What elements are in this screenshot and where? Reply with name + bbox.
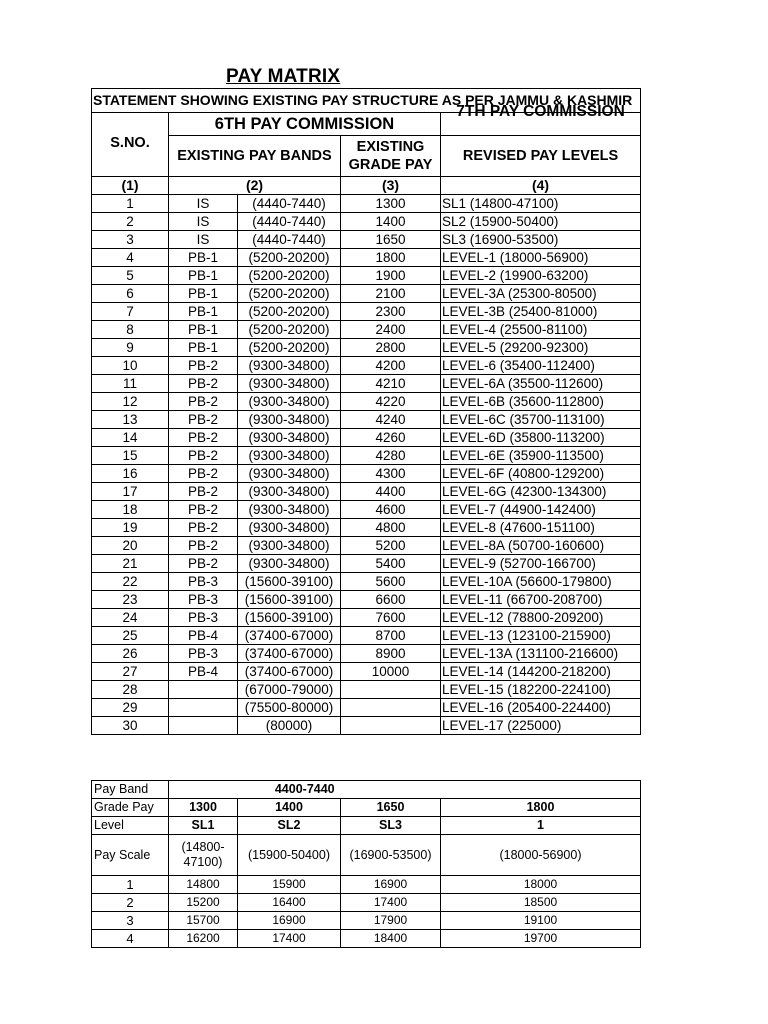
pay-range-cell: (9300-34800): [238, 465, 341, 483]
sno-cell: 28: [92, 681, 169, 699]
pay-matrix-table-wrap: [91, 780, 639, 953]
pay-scale-cell: (18000-56900): [441, 835, 641, 876]
sno-cell: 10: [92, 357, 169, 375]
table-row: [92, 555, 641, 573]
pay-band-cell: PB-1: [169, 249, 238, 267]
matrix-value-cell: 16400: [238, 894, 341, 912]
grade-pay-cell: 7600: [341, 609, 441, 627]
matrix-value-cell: 15900: [238, 876, 341, 894]
sno-cell: 25: [92, 627, 169, 645]
matrix-value-cell: 17400: [238, 930, 341, 948]
sno-cell: 16: [92, 465, 169, 483]
table-row: [92, 195, 641, 213]
revised-level-cell: LEVEL-8A (50700-160600): [441, 537, 641, 555]
pay-band-cell: PB-2: [169, 393, 238, 411]
pay-band-cell: PB-4: [169, 627, 238, 645]
table-row: [92, 699, 641, 717]
table-row: [92, 339, 641, 357]
pay-range-cell: (4440-7440): [238, 213, 341, 231]
sno-cell: 7: [92, 303, 169, 321]
sno-cell: 13: [92, 411, 169, 429]
table-row: [92, 627, 641, 645]
revised-level-cell: SL2 (15900-50400): [441, 213, 641, 231]
revised-level-cell: LEVEL-6A (35500-112600): [441, 375, 641, 393]
pay-range-cell: (37400-67000): [238, 663, 341, 681]
table-row: [92, 717, 641, 735]
pay-range-cell: (80000): [238, 717, 341, 735]
grade-pay-cell: 5600: [341, 573, 441, 591]
pay-band-cell: PB-2: [169, 501, 238, 519]
pay-range-cell: (15600-39100): [238, 609, 341, 627]
pay-band-value: 4400-7440: [169, 781, 441, 799]
table-row: [92, 267, 641, 285]
matrix-value-cell: 16900: [238, 912, 341, 930]
level-cell: SL1: [169, 817, 238, 835]
revised-level-cell: LEVEL-9 (52700-166700): [441, 555, 641, 573]
table-row: [92, 285, 641, 303]
revised-level-cell: LEVEL-13A (131100-216600): [441, 645, 641, 663]
matrix-row: [92, 876, 641, 894]
header-sno: S.NO.: [92, 113, 169, 177]
grade-pay-cell: [341, 717, 441, 735]
grade-pay-cell: 4800: [341, 519, 441, 537]
pay-range-cell: (5200-20200): [238, 303, 341, 321]
column-number-3: (3): [341, 177, 441, 195]
grade-pay-cell: 4240: [341, 411, 441, 429]
column-number-2: (2): [169, 177, 341, 195]
revised-level-cell: SL1 (14800-47100): [441, 195, 641, 213]
pay-range-cell: (5200-20200): [238, 285, 341, 303]
table-row: [92, 501, 641, 519]
grade-pay-cell: 1300: [169, 799, 238, 817]
matrix-value-cell: 16900: [341, 876, 441, 894]
revised-level-cell: LEVEL-6E (35900-113500): [441, 447, 641, 465]
table-row: [92, 303, 641, 321]
matrix-value-cell: 15200: [169, 894, 238, 912]
pay-scale-label: Pay Scale: [92, 835, 169, 876]
level-cell: SL2: [238, 817, 341, 835]
table-row: [92, 465, 641, 483]
pay-band-cell: PB-3: [169, 645, 238, 663]
pay-band-cell: IS: [169, 213, 238, 231]
table-row: [92, 429, 641, 447]
sno-cell: 26: [92, 645, 169, 663]
pay-band-cell: PB-1: [169, 339, 238, 357]
matrix-row-index: 1: [92, 876, 169, 894]
pay-structure-table-wrap: [91, 88, 639, 745]
matrix-value-cell: 18500: [441, 894, 641, 912]
revised-level-cell: LEVEL-10A (56600-179800): [441, 573, 641, 591]
grade-pay-cell: 4220: [341, 393, 441, 411]
grade-pay-cell: 1400: [238, 799, 341, 817]
header-7th-text: 7TH PAY COMMISSION: [456, 103, 625, 120]
sno-cell: 29: [92, 699, 169, 717]
grade-pay-cell: 2800: [341, 339, 441, 357]
table-row: [92, 609, 641, 627]
sno-cell: 18: [92, 501, 169, 519]
sno-cell: 11: [92, 375, 169, 393]
pay-band-cell: PB-2: [169, 537, 238, 555]
table-row: [92, 573, 641, 591]
pay-range-cell: (4440-7440): [238, 195, 341, 213]
revised-level-cell: LEVEL-3B (25400-81000): [441, 303, 641, 321]
grade-pay-cell: 4600: [341, 501, 441, 519]
pay-range-cell: (15600-39100): [238, 573, 341, 591]
grade-pay-cell: 4300: [341, 465, 441, 483]
grade-pay-cell: [341, 699, 441, 717]
pay-band-cell: PB-3: [169, 591, 238, 609]
table-row: [92, 591, 641, 609]
pay-range-cell: (9300-34800): [238, 519, 341, 537]
matrix-value-cell: 17900: [341, 912, 441, 930]
header-existing-grade-pay: EXISTING GRADE PAY: [341, 136, 441, 177]
revised-level-cell: LEVEL-4 (25500-81100): [441, 321, 641, 339]
pay-structure-table: [91, 88, 641, 735]
pay-range-cell: (4440-7440): [238, 231, 341, 249]
pay-matrix-table: [91, 780, 641, 948]
revised-level-cell: LEVEL-15 (182200-224100): [441, 681, 641, 699]
pay-band-cell: IS: [169, 231, 238, 249]
pay-band-cell: PB-2: [169, 429, 238, 447]
pay-range-cell: (37400-67000): [238, 627, 341, 645]
grade-pay-cell: [341, 681, 441, 699]
pay-band-empty: [441, 781, 641, 799]
revised-level-cell: LEVEL-6 (35400-112400): [441, 357, 641, 375]
pay-band-cell: PB-2: [169, 447, 238, 465]
grade-pay-cell: 10000: [341, 663, 441, 681]
sno-cell: 21: [92, 555, 169, 573]
pay-band-cell: PB-2: [169, 411, 238, 429]
sno-cell: 14: [92, 429, 169, 447]
table-row: [92, 645, 641, 663]
revised-level-cell: LEVEL-3A (25300-80500): [441, 285, 641, 303]
pay-range-cell: (9300-34800): [238, 555, 341, 573]
revised-level-cell: LEVEL-11 (66700-208700): [441, 591, 641, 609]
column-number-4: (4): [441, 177, 641, 195]
pay-range-cell: (9300-34800): [238, 447, 341, 465]
statement-heading: STATEMENT SHOWING EXISTING PAY STRUCTURE AS PER JAMMU & KASHMIR: [92, 89, 641, 113]
page-title: PAY MATRIX: [226, 66, 341, 87]
pay-band-cell: PB-2: [169, 555, 238, 573]
grade-pay-cell: 1800: [441, 799, 641, 817]
sno-cell: 3: [92, 231, 169, 249]
revised-level-cell: LEVEL-5 (29200-92300): [441, 339, 641, 357]
sno-cell: 1: [92, 195, 169, 213]
matrix-row-index: 3: [92, 912, 169, 930]
pay-range-cell: (9300-34800): [238, 429, 341, 447]
sno-cell: 19: [92, 519, 169, 537]
matrix-row: [92, 894, 641, 912]
matrix-row: [92, 930, 641, 948]
revised-level-cell: LEVEL-13 (123100-215900): [441, 627, 641, 645]
pay-band-cell: [169, 699, 238, 717]
pay-band-label: Pay Band: [92, 781, 169, 799]
table-row: [92, 519, 641, 537]
column-number-1: (1): [92, 177, 169, 195]
pay-band-cell: PB-3: [169, 609, 238, 627]
revised-level-cell: LEVEL-6B (35600-112800): [441, 393, 641, 411]
sno-cell: 4: [92, 249, 169, 267]
pay-band-cell: PB-1: [169, 285, 238, 303]
pay-range-cell: (9300-34800): [238, 501, 341, 519]
pay-range-cell: (15600-39100): [238, 591, 341, 609]
table-row: [92, 537, 641, 555]
grade-pay-cell: 4260: [341, 429, 441, 447]
revised-level-cell: LEVEL-2 (19900-63200): [441, 267, 641, 285]
pay-band-cell: IS: [169, 195, 238, 213]
grade-pay-cell: 4210: [341, 375, 441, 393]
sno-cell: 27: [92, 663, 169, 681]
grade-pay-cell: 6600: [341, 591, 441, 609]
header-existing-pay-bands: EXISTING PAY BANDS: [169, 136, 341, 177]
sno-cell: 6: [92, 285, 169, 303]
sno-cell: 17: [92, 483, 169, 501]
pay-scale-cell: (14800-47100): [169, 835, 238, 876]
matrix-value-cell: 18000: [441, 876, 641, 894]
pay-band-cell: PB-2: [169, 519, 238, 537]
pay-band-cell: PB-2: [169, 465, 238, 483]
matrix-row-index: 4: [92, 930, 169, 948]
pay-band-cell: [169, 717, 238, 735]
revised-level-cell: LEVEL-14 (144200-218200): [441, 663, 641, 681]
table-row: [92, 411, 641, 429]
level-label: Level: [92, 817, 169, 835]
revised-level-cell: LEVEL-12 (78800-209200): [441, 609, 641, 627]
pay-range-cell: (5200-20200): [238, 267, 341, 285]
table-row: [92, 483, 641, 501]
table-row: [92, 393, 641, 411]
pay-band-cell: [169, 681, 238, 699]
revised-level-cell: LEVEL-17 (225000): [441, 717, 641, 735]
sno-cell: 5: [92, 267, 169, 285]
sno-cell: 30: [92, 717, 169, 735]
pay-band-cell: PB-4: [169, 663, 238, 681]
header-revised-pay-levels: REVISED PAY LEVELS: [441, 136, 641, 177]
header-6th-pay-commission: 6TH PAY COMMISSION: [169, 113, 441, 136]
grade-pay-cell: 4200: [341, 357, 441, 375]
grade-pay-cell: 1400: [341, 213, 441, 231]
pay-range-cell: (9300-34800): [238, 357, 341, 375]
sno-cell: 8: [92, 321, 169, 339]
level-cell: 1: [441, 817, 641, 835]
pay-band-cell: PB-3: [169, 573, 238, 591]
grade-pay-cell: 8900: [341, 645, 441, 663]
pay-range-cell: (9300-34800): [238, 393, 341, 411]
matrix-value-cell: 17400: [341, 894, 441, 912]
pay-range-cell: (67000-79000): [238, 681, 341, 699]
revised-level-cell: LEVEL-16 (205400-224400): [441, 699, 641, 717]
pay-scale-cell: (15900-50400): [238, 835, 341, 876]
revised-level-cell: LEVEL-6F (40800-129200): [441, 465, 641, 483]
grade-pay-label: Grade Pay: [92, 799, 169, 817]
sno-cell: 15: [92, 447, 169, 465]
grade-pay-cell: 1900: [341, 267, 441, 285]
table-row: [92, 231, 641, 249]
grade-pay-cell: 1300: [341, 195, 441, 213]
grade-pay-cell: 5200: [341, 537, 441, 555]
revised-level-cell: LEVEL-6C (35700-113100): [441, 411, 641, 429]
pay-range-cell: (9300-34800): [238, 537, 341, 555]
matrix-value-cell: 14800: [169, 876, 238, 894]
header-7th-pay-commission: [441, 103, 641, 136]
sno-cell: 24: [92, 609, 169, 627]
revised-level-cell: LEVEL-6D (35800-113200): [441, 429, 641, 447]
matrix-row-index: 2: [92, 894, 169, 912]
table-row: [92, 357, 641, 375]
grade-pay-cell: 1650: [341, 799, 441, 817]
sno-cell: 22: [92, 573, 169, 591]
table-row: [92, 213, 641, 231]
table-row: [92, 375, 641, 393]
sno-cell: 20: [92, 537, 169, 555]
pay-band-cell: PB-1: [169, 267, 238, 285]
table-row: [92, 447, 641, 465]
table-row: [92, 321, 641, 339]
pay-band-cell: PB-1: [169, 321, 238, 339]
matrix-value-cell: 18400: [341, 930, 441, 948]
pay-range-cell: (75500-80000): [238, 699, 341, 717]
revised-level-cell: LEVEL-1 (18000-56900): [441, 249, 641, 267]
revised-level-cell: LEVEL-8 (47600-151100): [441, 519, 641, 537]
level-cell: SL3: [341, 817, 441, 835]
sno-cell: 2: [92, 213, 169, 231]
sno-cell: 23: [92, 591, 169, 609]
grade-pay-cell: 4400: [341, 483, 441, 501]
sno-cell: 12: [92, 393, 169, 411]
grade-pay-cell: 2100: [341, 285, 441, 303]
pay-range-cell: (5200-20200): [238, 249, 341, 267]
revised-level-cell: SL3 (16900-53500): [441, 231, 641, 249]
table-row: [92, 681, 641, 699]
pay-range-cell: (5200-20200): [238, 321, 341, 339]
pay-band-cell: PB-2: [169, 483, 238, 501]
grade-pay-cell: 2400: [341, 321, 441, 339]
table-row: [92, 663, 641, 681]
grade-pay-cell: 8700: [341, 627, 441, 645]
grade-pay-cell: 5400: [341, 555, 441, 573]
pay-band-cell: PB-2: [169, 375, 238, 393]
pay-range-cell: (37400-67000): [238, 645, 341, 663]
pay-band-cell: PB-1: [169, 303, 238, 321]
grade-pay-cell: 1650: [341, 231, 441, 249]
pay-range-cell: (5200-20200): [238, 339, 341, 357]
grade-pay-cell: 1800: [341, 249, 441, 267]
revised-level-cell: LEVEL-7 (44900-142400): [441, 501, 641, 519]
grade-pay-cell: 2300: [341, 303, 441, 321]
pay-range-cell: (9300-34800): [238, 483, 341, 501]
table-row: [92, 249, 641, 267]
matrix-value-cell: 15700: [169, 912, 238, 930]
pay-range-cell: (9300-34800): [238, 411, 341, 429]
matrix-value-cell: 16200: [169, 930, 238, 948]
grade-pay-cell: 4280: [341, 447, 441, 465]
sno-cell: 9: [92, 339, 169, 357]
matrix-value-cell: 19700: [441, 930, 641, 948]
pay-scale-cell: (16900-53500): [341, 835, 441, 876]
pay-band-cell: PB-2: [169, 357, 238, 375]
matrix-row: [92, 912, 641, 930]
pay-range-cell: (9300-34800): [238, 375, 341, 393]
matrix-value-cell: 19100: [441, 912, 641, 930]
revised-level-cell: LEVEL-6G (42300-134300): [441, 483, 641, 501]
